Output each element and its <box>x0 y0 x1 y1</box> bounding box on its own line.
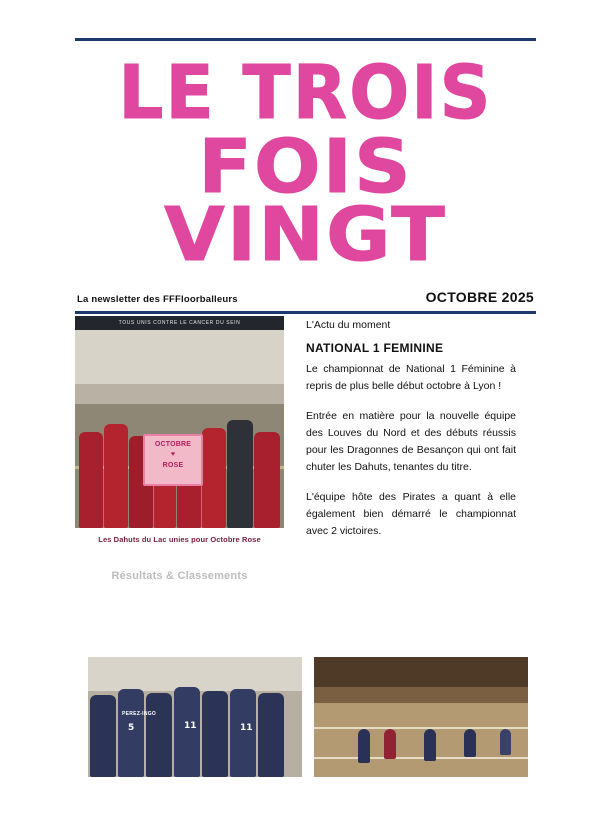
team-huddle-scene <box>88 657 302 777</box>
match-action-scene <box>314 657 528 777</box>
main-content <box>75 316 536 582</box>
goalkeeper-figure <box>227 420 253 528</box>
team-huddle-photo <box>88 657 302 777</box>
content-columns <box>75 316 536 582</box>
gym-wall-lower <box>314 687 528 703</box>
player-figure <box>424 729 436 761</box>
gym-wall <box>314 657 528 687</box>
player-figure <box>384 729 396 759</box>
player-figure <box>464 729 476 757</box>
masthead-title-block <box>75 41 536 279</box>
gym-banner: TOUS UNIS CONTRE LE CANCER DU SEIN <box>75 316 284 330</box>
player-figure <box>500 729 511 755</box>
player-figure <box>146 693 172 777</box>
match-action-photo <box>314 657 528 777</box>
jersey-name-strip: PEREZ-INGO <box>122 711 157 717</box>
results-section-heading: Résultats & Classements <box>111 570 248 582</box>
jersey-number: 11 <box>240 723 253 733</box>
hero-photo <box>75 316 284 528</box>
player-figure <box>230 689 256 777</box>
gym-wall <box>75 330 284 384</box>
hero-photo-caption: Les Dahuts du Lac unies pour Octobre Rose <box>98 535 261 544</box>
gym-wall <box>88 657 302 691</box>
jersey-number: 5 <box>128 723 135 733</box>
right-column <box>306 316 516 540</box>
player-figure <box>174 687 200 777</box>
newsletter-title-line-1: LE TROIS <box>118 50 493 136</box>
player-figure <box>358 729 370 763</box>
player-figure <box>79 432 103 528</box>
article-paragraph: L'équipe hôte des Pirates a quant à elle également bien démarré le championnat avec 2 victoires. <box>306 491 516 537</box>
player-figure <box>254 432 280 528</box>
octobre-rose-sign <box>143 434 203 486</box>
player-figure <box>104 424 128 528</box>
hero-photo-scene <box>75 316 284 528</box>
gym-wall-lower <box>75 384 284 404</box>
article-paragraph: Entrée en matière pour la nouvelle équipe des Louves du Nord et des débuts réussis pour les Dragonnes de Besançon qui ont fait chuter les Dahuts, tenantes du titre. <box>306 410 516 473</box>
court-line <box>314 757 528 759</box>
left-column <box>75 316 284 582</box>
article-kicker: L'Actu du moment <box>306 319 391 331</box>
sign-line-2: ♥ <box>170 451 176 459</box>
player-figure <box>202 691 228 777</box>
player-figure <box>90 695 116 777</box>
player-figure <box>258 693 284 777</box>
player-figure <box>118 689 144 777</box>
issue-date: OCTOBRE 2025 <box>425 289 534 306</box>
court-floor <box>314 703 528 777</box>
player-figure <box>202 428 226 528</box>
article-paragraph: Le championnat de National 1 Féminine à repris de plus belle début octobre à Lyon ! <box>306 363 516 392</box>
sign-line-1: OCTOBRE <box>154 441 192 448</box>
bottom-photo-row <box>88 657 528 777</box>
masthead <box>75 38 536 314</box>
masthead-bottom-rule <box>75 311 536 314</box>
newsletter-tagline: La newsletter des FFFloorballeurs <box>77 294 238 306</box>
newsletter-title-line-2: FOIS VINGT <box>164 124 447 279</box>
sign-line-3: ROSE <box>162 461 184 469</box>
court-line <box>314 727 528 729</box>
jersey-number: 11 <box>184 721 197 731</box>
article-headline: NATIONAL 1 FEMININE <box>306 341 444 355</box>
